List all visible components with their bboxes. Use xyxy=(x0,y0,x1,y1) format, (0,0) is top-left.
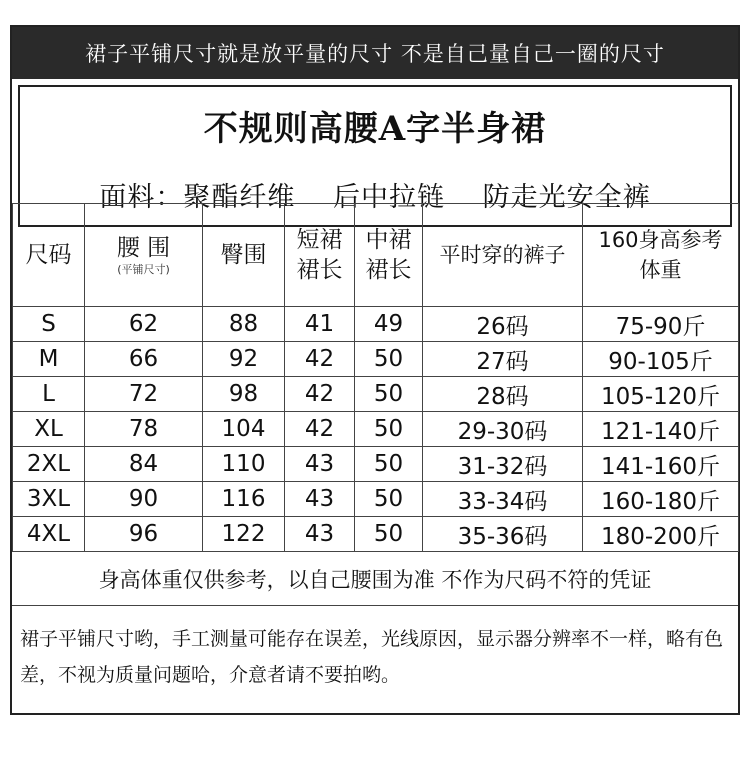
cell-waist: 90 xyxy=(85,482,203,517)
cell-waist: 62 xyxy=(85,307,203,342)
cell-pants: 28码 xyxy=(423,377,583,412)
measurement-disclaimer: 裙子平铺尺寸哟，手工测量可能存在误差，光线原因，显示器分辨率不一样，略有色差，不视为质量问题哈，介意者请不要拍哟。 xyxy=(20,628,724,686)
table-row xyxy=(13,517,739,552)
cell-pants: 35-36码 xyxy=(423,517,583,552)
cell-size: M xyxy=(13,342,85,377)
cell-size: 2XL xyxy=(13,447,85,482)
cell-short-length: 42 xyxy=(285,412,355,447)
measurement-banner: 裙子平铺尺寸就是放平量的尺寸 不是自己量自己一圈的尺寸 xyxy=(12,27,738,79)
cell-size: S xyxy=(13,307,85,342)
header-short-skirt-length: 短裙 裙长 xyxy=(285,204,355,307)
cell-mid-length: 50 xyxy=(355,342,423,377)
table-row xyxy=(13,482,739,517)
header-size: 尺码 xyxy=(13,204,85,307)
size-chart-sheet xyxy=(10,25,740,715)
cell-size: L xyxy=(13,377,85,412)
cell-waist: 84 xyxy=(85,447,203,482)
cell-weight: 75-90斤 xyxy=(583,307,739,342)
cell-short-length: 42 xyxy=(285,342,355,377)
cell-hip: 110 xyxy=(203,447,285,482)
cell-short-length: 41 xyxy=(285,307,355,342)
product-title: 不规则高腰A字半身裙 xyxy=(203,109,547,149)
cell-size: 4XL xyxy=(13,517,85,552)
header-waist-note: (平铺尺寸) xyxy=(117,263,170,276)
table-header-row xyxy=(13,204,739,307)
cell-waist: 78 xyxy=(85,412,203,447)
cell-mid-length: 50 xyxy=(355,377,423,412)
material-safety-shorts: 防走光安全裤 xyxy=(482,182,651,213)
cell-pants: 26码 xyxy=(423,307,583,342)
cell-weight: 180-200斤 xyxy=(583,517,739,552)
cell-pants: 33-34码 xyxy=(423,482,583,517)
table-row xyxy=(13,447,739,482)
cell-waist: 72 xyxy=(85,377,203,412)
cell-short-length: 42 xyxy=(285,377,355,412)
cell-mid-length: 50 xyxy=(355,412,423,447)
cell-size: XL xyxy=(13,412,85,447)
cell-hip: 116 xyxy=(203,482,285,517)
reference-note: 身高体重仅供参考，以自己腰围为准 不作为尺码不符的凭证 xyxy=(12,553,738,606)
cell-waist: 96 xyxy=(85,517,203,552)
cell-weight: 121-140斤 xyxy=(583,412,739,447)
cell-weight: 141-160斤 xyxy=(583,447,739,482)
cell-short-length: 43 xyxy=(285,482,355,517)
cell-mid-length: 50 xyxy=(355,482,423,517)
table-row xyxy=(13,307,739,342)
size-table xyxy=(12,203,739,552)
cell-weight: 105-120斤 xyxy=(583,377,739,412)
header-mid-skirt-length: 中裙 裙长 xyxy=(355,204,423,307)
cell-mid-length: 50 xyxy=(355,517,423,552)
material-zipper: 后中拉链 xyxy=(333,182,445,213)
material-fabric: 面料：聚酯纤维 xyxy=(99,182,296,213)
cell-hip: 104 xyxy=(203,412,285,447)
cell-pants: 27码 xyxy=(423,342,583,377)
cell-weight: 160-180斤 xyxy=(583,482,739,517)
cell-hip: 98 xyxy=(203,377,285,412)
header-usual-pants-size: 平时穿的裤子 xyxy=(423,204,583,307)
cell-hip: 122 xyxy=(203,517,285,552)
cell-weight: 90-105斤 xyxy=(583,342,739,377)
cell-pants: 31-32码 xyxy=(423,447,583,482)
header-hip: 臀围 xyxy=(203,204,285,307)
cell-waist: 66 xyxy=(85,342,203,377)
cell-hip: 92 xyxy=(203,342,285,377)
cell-short-length: 43 xyxy=(285,447,355,482)
cell-pants: 29-30码 xyxy=(423,412,583,447)
header-weight-reference: 160身高参考 体重 xyxy=(583,204,739,307)
table-row xyxy=(13,412,739,447)
cell-mid-length: 50 xyxy=(355,447,423,482)
cell-mid-length: 49 xyxy=(355,307,423,342)
table-row xyxy=(13,377,739,412)
table-row xyxy=(13,342,739,377)
header-waist: 腰 围 (平铺尺寸) xyxy=(85,204,203,307)
cell-short-length: 43 xyxy=(285,517,355,552)
cell-hip: 88 xyxy=(203,307,285,342)
cell-size: 3XL xyxy=(13,482,85,517)
